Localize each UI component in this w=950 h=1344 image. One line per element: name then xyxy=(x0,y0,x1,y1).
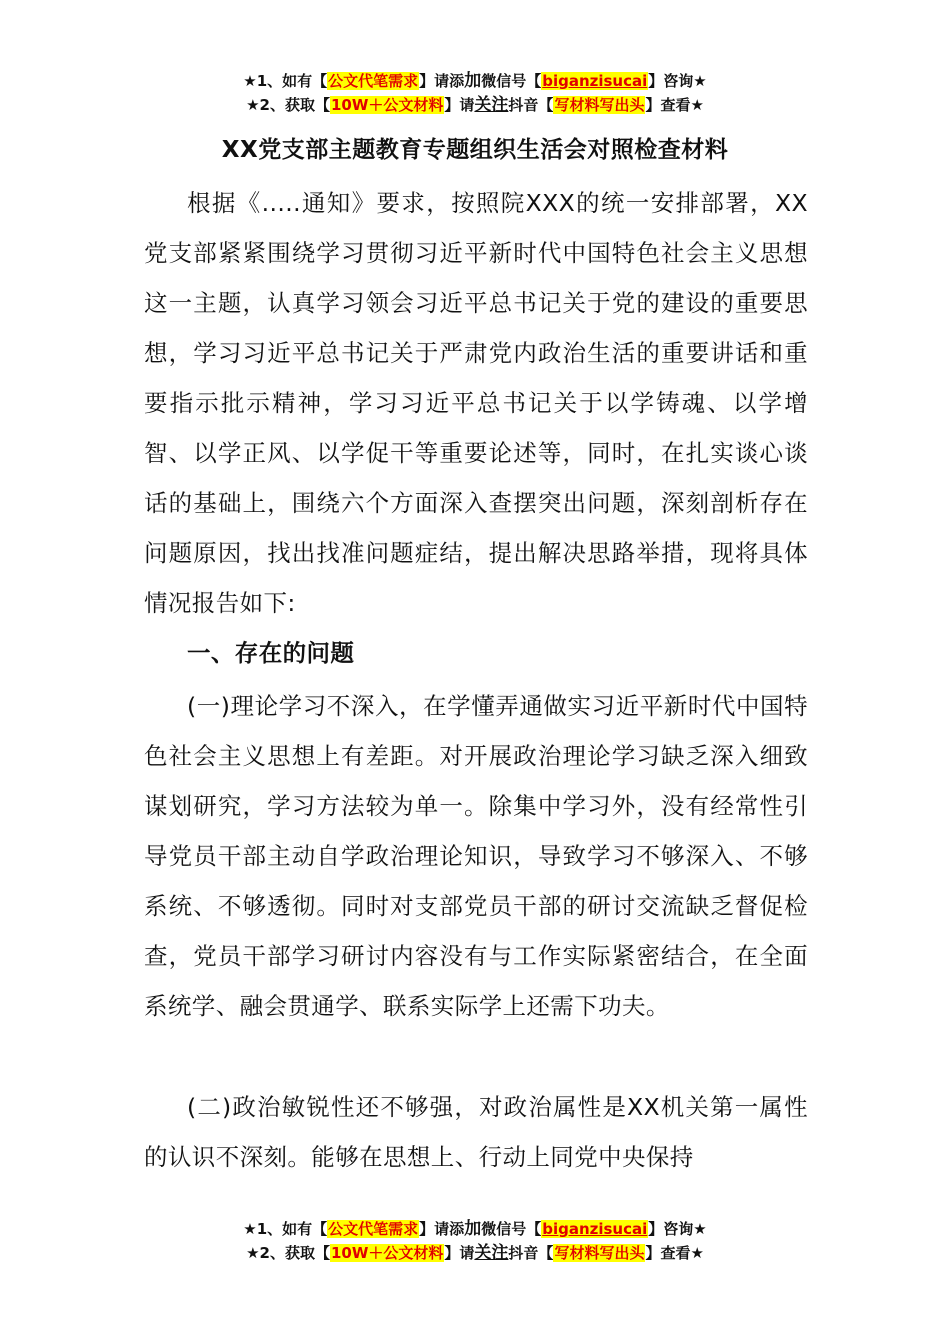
promo-douyin-account: 写材料写出头 xyxy=(554,1244,645,1262)
promo-text: 】请 xyxy=(444,96,475,114)
promo-text: 加 xyxy=(464,71,482,91)
promo-line-2 xyxy=(0,1241,950,1265)
promo-wechat-id[interactable]: biganzisucai xyxy=(542,72,648,90)
promo-text: ★1、如有【 xyxy=(243,72,328,90)
promo-text: 微信号【 xyxy=(481,72,542,90)
promo-text: 关注 xyxy=(474,1243,509,1263)
promo-text: 】请添 xyxy=(419,72,465,90)
section-heading-problems: 一、存在的问题 xyxy=(187,639,355,667)
promo-text: 加 xyxy=(464,1219,482,1239)
promo-text: 】咨询★ xyxy=(648,72,707,90)
promo-banner-top xyxy=(0,69,950,117)
promo-text: 】咨询★ xyxy=(648,1220,707,1238)
promo-highlight-materials: 10W＋公文材料 xyxy=(330,96,444,114)
promo-text: 关注 xyxy=(474,95,509,115)
promo-wechat-id[interactable]: biganzisucai xyxy=(542,1220,648,1238)
promo-text: 抖音【 xyxy=(508,96,554,114)
problem-item-2: (二)政治敏锐性还不够强，对政治属性是XX机关第一属性的认识不深刻。能够在思想上、行动上同党中央保持 xyxy=(144,1093,808,1171)
promo-banner-bottom xyxy=(0,1217,950,1265)
promo-text: ★2、获取【 xyxy=(246,1244,330,1262)
promo-text: 抖音【 xyxy=(508,1244,554,1262)
promo-line-2 xyxy=(0,93,950,117)
promo-line-1 xyxy=(0,1217,950,1241)
promo-text: 微信号【 xyxy=(481,1220,542,1238)
promo-highlight-materials: 10W＋公文材料 xyxy=(330,1244,444,1262)
problem-item-1: (一)理论学习不深入，在学懂弄通做实习近平新时代中国特色社会主义思想上有差距。对开展政治理论学习缺乏深入细致谋划研究，学习方法较为单一。除集中学习外，没有经常性引导党员干部主动自学政治理论知识，导致学习不够深入、不够系统、不够透彻。同时对支部党员干部的研讨交流缺乏督促检查，党员干部学习研讨内容没有与工作实际紧密结合，在全面系统学、融会贯通学、联系实际学上还需下功夫。 xyxy=(144,692,808,1020)
promo-highlight-writing-service: 公文代笔需求 xyxy=(328,1220,419,1238)
promo-text: ★1、如有【 xyxy=(243,1220,328,1238)
promo-text: ★2、获取【 xyxy=(246,96,330,114)
promo-text: 】查看★ xyxy=(645,96,704,114)
document-title: XX党支部主题教育专题组织生活会对照检查材料 xyxy=(221,137,729,163)
promo-text: 】请 xyxy=(444,1244,475,1262)
promo-douyin-account: 写材料写出头 xyxy=(554,96,645,114)
promo-line-1 xyxy=(0,69,950,93)
promo-text: 】查看★ xyxy=(645,1244,704,1262)
promo-text: 】请添 xyxy=(419,1220,465,1238)
promo-highlight-writing-service: 公文代笔需求 xyxy=(328,72,419,90)
intro-paragraph: 根据《.....通知》要求，按照院XXX的统一安排部署，XX党支部紧紧围绕学习贯彻习近平新时代中国特色社会主义思想这一主题，认真学习领会习近平总书记关于党的建设的重要思想，学习习近平总书记关于严肃党内政治生活的重要讲话和重要指示批示精神，学习习近平总书记关于以学铸魂、以学增智、以学正风、以学促干等重要论述等，同时，在扎实谈心谈话的基础上，围绕六个方面深入查摆突出问题，深刻剖析存在问题原因，找出找准问题症结，提出解决思路举措，现将具体情况报告如下: xyxy=(144,189,808,617)
